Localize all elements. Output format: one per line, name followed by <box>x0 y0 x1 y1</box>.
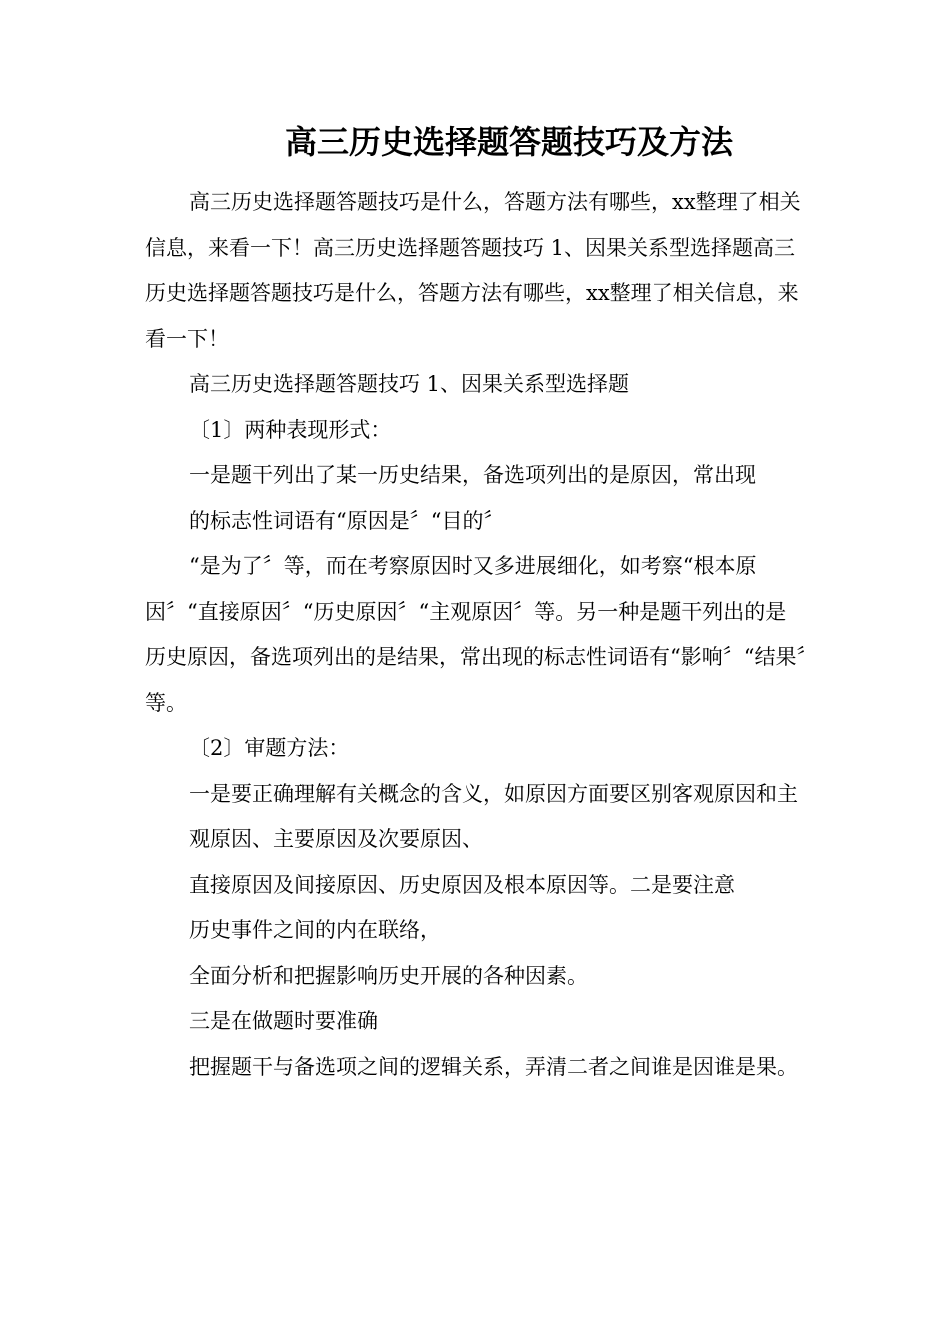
paragraph-section-heading: 高三历史选择题答题技巧 1、因果关系型选择题 <box>189 372 630 396</box>
paragraph-method-three-cont: 把握题干与备选项之间的逻辑关系，弄清二者之间谁是因谁是果。 <box>189 1054 798 1079</box>
paragraph-method-three: 三是在做题时要准确 <box>189 1009 378 1033</box>
paragraph-subheading-method: 〔2〕审题方法： <box>189 736 350 760</box>
paragraph-method-one-cont: 观原因、主要原因及次要原因、 <box>189 827 483 851</box>
document-title: 高三历史选择题答题技巧及方法 <box>284 123 733 161</box>
paragraph-subheading-forms: 〔1〕两种表现形式： <box>189 417 392 442</box>
paragraph-method-one: 一是要正确理解有关概念的含义，如原因方面要区别客观原因和主 <box>189 781 798 806</box>
paragraph-keywords: 的标志性词语有“原因是〞“目的〞 <box>189 508 505 533</box>
paragraph-method-two-end: 全面分析和把握影响历史开展的各种因素。 <box>189 963 588 988</box>
paragraph-intro: 高三历史选择题答题技巧是什么，答题方法有哪些，xx整理了相关信息，来看一下！高三历史选择题答题技巧 1、因果关系型选择题高三历史选择题答题技巧是什么，答题方法有哪些，xx整理了相关信息，来看一下！ <box>145 190 801 351</box>
paragraph-form-one: 一是题干列出了某一历史结果，备选项列出的是原因，常出现 <box>189 463 756 487</box>
paragraph-method-two: 直接原因及间接原因、历史原因及根本原因等。二是要注意 <box>189 872 735 897</box>
paragraph-form-two: “是为了〞等，而在考察原因时又多进展细化，如考察“根本原因〞“直接原因〞“历史原因〞“主观原因〞等。另一种是题干列出的是历史原因，备选项列出的是结果，常出现的标志性词语有“影响〞“结果〞等。 <box>145 554 807 715</box>
document-body <box>145 180 807 1090</box>
paragraph-method-two-cont: 历史事件之间的内在联络， <box>189 918 441 942</box>
